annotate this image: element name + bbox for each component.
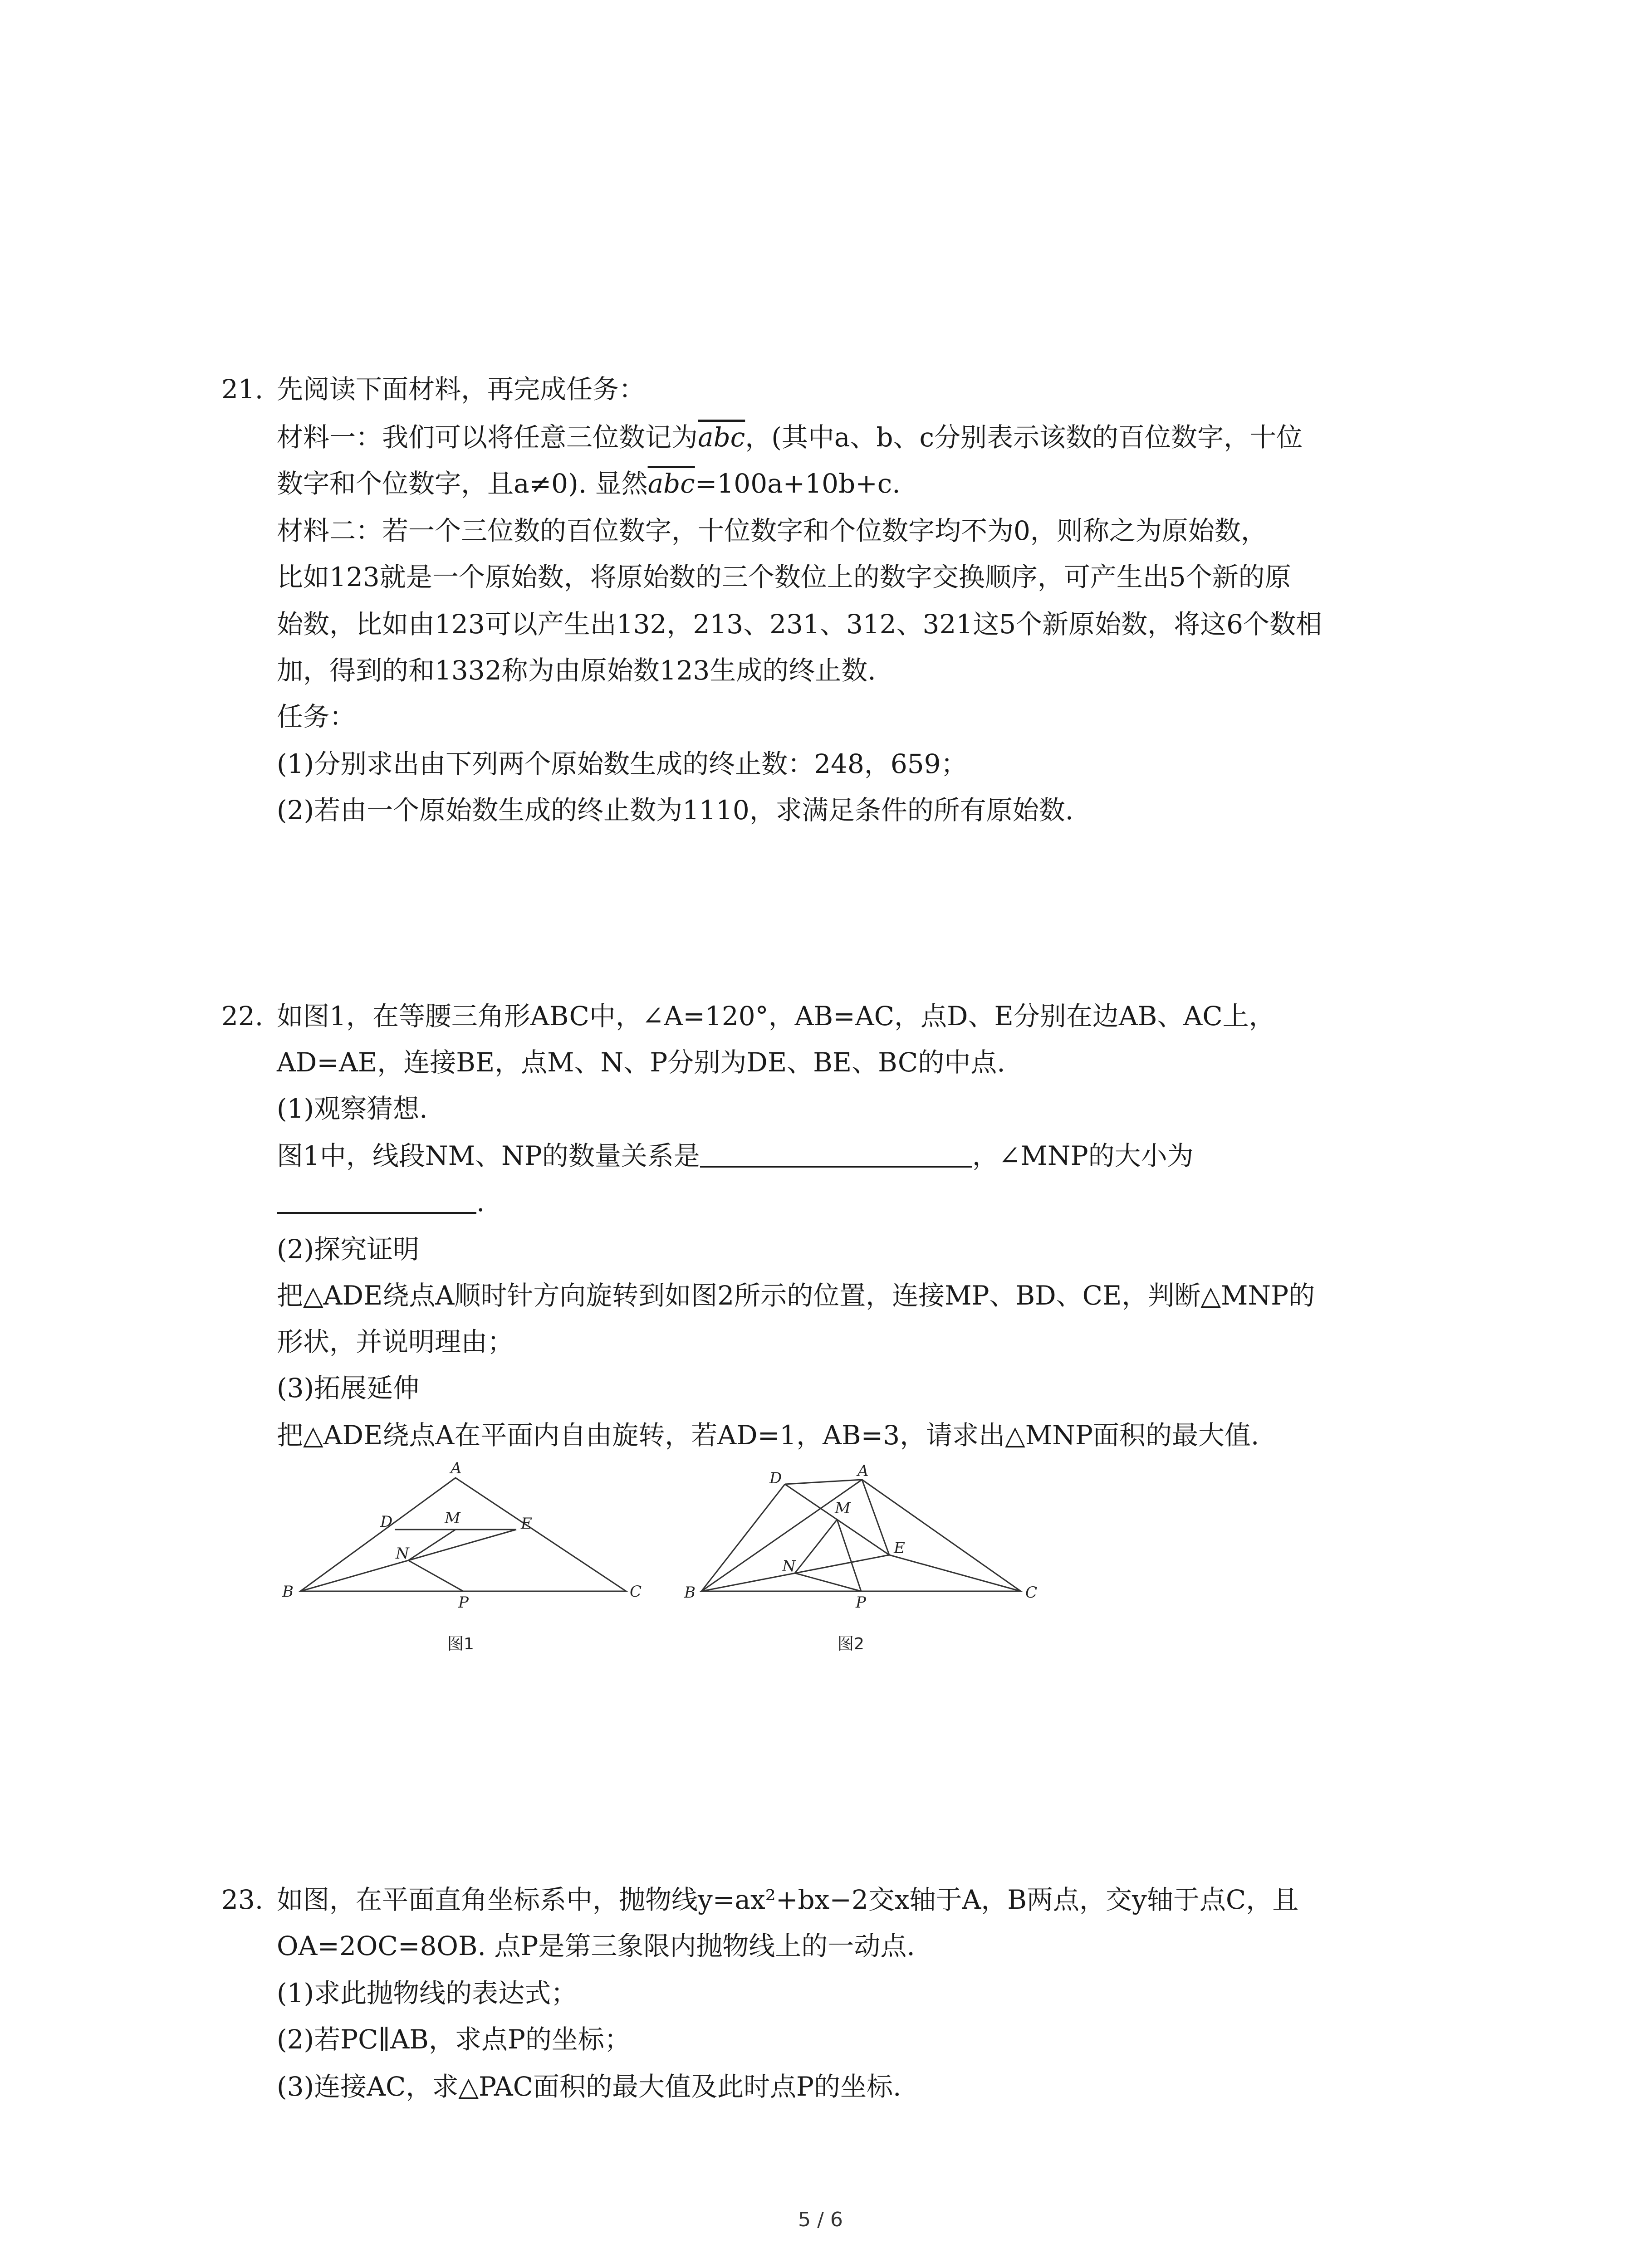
q22-number: 22. [221,1001,264,1031]
fig1-label-d: D [380,1513,393,1531]
fig1-label-m: M [445,1509,460,1527]
q21-m1-l2-post: =100a+10b+c. [695,468,901,499]
q22-p1-end: . [476,1187,485,1217]
fig2-label-d: D [769,1469,782,1487]
fig1-label-b: B [282,1583,294,1601]
fig1-label-n: N [396,1545,409,1563]
q21-m1-pre: 材料一：我们可以将任意三位数记为 [277,422,698,453]
fig1-label-c: C [630,1583,642,1601]
fig2-label-b: B [684,1584,696,1602]
fig1-segment-nm [408,1530,456,1560]
answer-blank-2[interactable] [277,1185,476,1214]
q22-p1-mid: ，∠MNP的大小为 [972,1140,1194,1171]
q21-material2-line4: 加，得到的和1332称为由原始数123生成的终止数. [277,655,876,686]
q21-material2-line3: 始数，比如由123可以产生出132，213、231、312、321这5个新原始数，将这6个数相 [277,609,1323,640]
q21-m1-l2-pre: 数字和个位数字，且a≠0). 显然 [277,468,648,499]
fig2-label-n: N [782,1557,796,1575]
q22-part1-blank-line [277,1184,485,1220]
q23-part2: (2)若PC∥AB，求点P的坐标； [277,2024,631,2055]
q22-line1: 如图1，在等腰三角形ABC中，∠A=120°，AB=AC，点D、E分别在边AB、AC上， [277,1001,1275,1031]
fig2-label-e: E [894,1539,905,1557]
fig2-segment-ec [889,1555,1021,1591]
q21-task2: (2)若由一个原始数生成的终止数为1110，求满足条件的所有原始数. [277,795,1074,826]
figure-1 [272,1461,644,1660]
q21-m1-post: ，(其中a、b、c分别表示该数的百位数字，十位 [745,422,1303,453]
fig2-segment-db [701,1484,785,1591]
q22-part3-heading: (3)拓展延伸 [277,1373,420,1403]
q21-abc-overline: $\overline{abc}$ [698,422,745,453]
q22-p1-pre: 图1中，线段NM、NP的数量关系是 [277,1140,700,1171]
q22-part2-line2: 形状，并说明理由； [277,1326,514,1357]
fig1-label-a: A [451,1461,462,1477]
q22-line2: AD=AE，连接BE，点M、N、P分别为DE、BE、BC的中点. [277,1047,1005,1078]
fig2-segment-mp [837,1520,861,1591]
q23-part1: (1)求此抛物线的表达式； [277,1978,578,2009]
fig1-segment-np [408,1560,463,1591]
q23-line1: 如图，在平面直角坐标系中，抛物线y=ax²+bx−2交x轴于A，B两点，交y轴于点C，且 [277,1884,1299,1915]
fig2-segment-da [785,1480,862,1484]
answer-blank-1[interactable] [700,1139,972,1168]
q21-material1-line2 [277,465,901,502]
q23-part3: (3)连接AC，求△PAC面积的最大值及此时点P的坐标. [277,2071,901,2102]
q22-part1-question [277,1138,1194,1174]
page-number: 5 / 6 [798,2208,843,2231]
fig2-segment-ae [862,1480,889,1555]
fig2-label-a: A [857,1462,869,1480]
q21-material2-line2: 比如123就是一个原始数，将原始数的三个数位上的数字交换顺序，可产生出5个新的原 [277,562,1291,592]
q21-abc-overline-2: $\overline{abc}$ [647,468,695,499]
q22-part2-line1: 把△ADE绕点A顺时针方向旋转到如图2所示的位置，连接MP、BD、CE，判断△MNP的 [277,1280,1315,1311]
fig1-triangle-abc [300,1478,626,1591]
fig2-label-c: C [1025,1584,1038,1602]
q21-material1-line1 [277,419,1303,455]
fig2-label-m: M [835,1499,851,1517]
q23-line2: OA=2OC=8OB. 点P是第三象限内抛物线上的一动点. [277,1931,915,1961]
fig2-label-p: P [856,1593,866,1612]
fig2-caption: 图2 [838,1635,864,1653]
q22-part3-line1: 把△ADE绕点A在平面内自由旋转，若AD=1，AB=3，请求出△MNP面积的最大值. [277,1420,1259,1451]
q21-material2-line1: 材料二：若一个三位数的百位数字，十位数字和个位数字均不为0，则称之为原始数， [277,515,1267,546]
fig1-caption: 图1 [447,1635,474,1653]
q21-number: 21. [221,374,264,405]
q21-task-heading: 任务： [277,701,356,732]
fig1-label-e: E [521,1515,532,1533]
q21-task1: (1)分别求出由下列两个原始数生成的终止数：248，659； [277,748,967,779]
figure-2 [681,1461,1053,1660]
q22-part2-heading: (2)探究证明 [277,1234,420,1265]
fig2-segment-np [795,1573,861,1591]
q22-part1-heading: (1)观察猜想. [277,1093,428,1124]
fig2-segment-nm [795,1520,837,1573]
q23-number: 23. [221,1884,264,1915]
fig1-label-p: P [458,1593,469,1612]
q21-intro: 先阅读下面材料，再完成任务： [277,374,646,405]
